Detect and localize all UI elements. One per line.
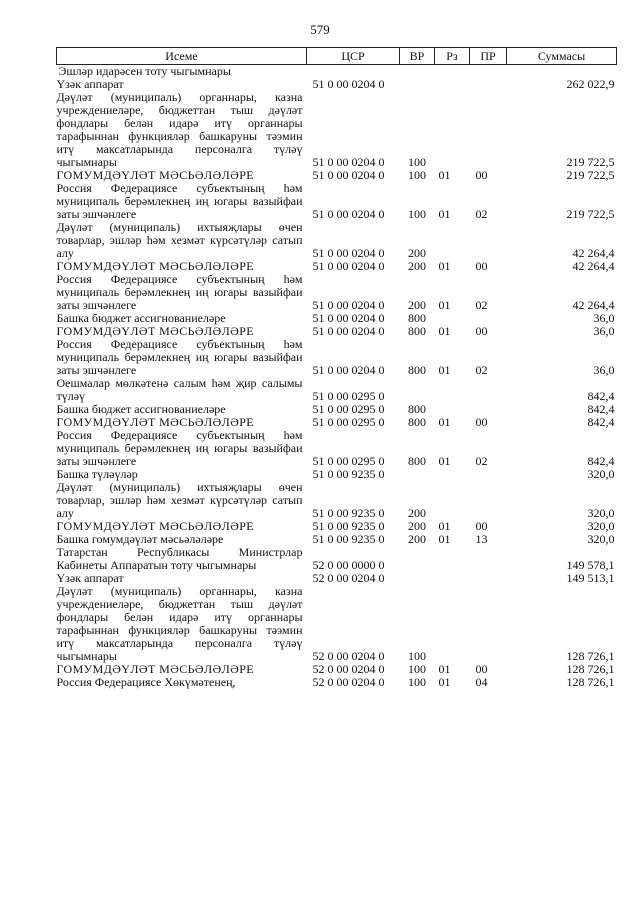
- cell-vr: 100: [408, 207, 426, 221]
- cell-rz: [435, 78, 470, 91]
- cell-sum: 36,0: [593, 311, 615, 325]
- cell-name: ГОМУМДӘҮЛӘТ МӘСЬӘЛӘЛӘРЕ: [56, 415, 255, 429]
- cell-rz: [435, 546, 470, 572]
- cell-name: ГОМУМДӘҮЛӘТ МӘСЬӘЛӘЛӘРЕ: [56, 324, 255, 338]
- cell-rz: [435, 585, 470, 663]
- cell-pr: 02: [475, 298, 488, 312]
- cell-csr: 51 0 00 0204 0: [312, 311, 385, 325]
- cell-pr: [470, 78, 507, 91]
- cell-rz: [435, 91, 470, 169]
- cell-name: Дәүләт (муниципаль) ихтыяҗлары өчен товарлар, эшләр һәм хезмәт күрсәтүләр сатып алу: [56, 480, 303, 520]
- cell-csr: 51 0 00 0204 0: [312, 207, 385, 221]
- cell-rz: [435, 481, 470, 520]
- header-rz: Рз: [435, 48, 470, 65]
- cell-sum: 320,0: [587, 532, 615, 546]
- cell-pr: [470, 377, 507, 403]
- cell-pr: 02: [475, 207, 488, 221]
- cell-vr: 200: [408, 298, 426, 312]
- cell-vr: 200: [408, 532, 426, 546]
- cell-rz: 01: [438, 168, 451, 182]
- cell-pr: 04: [475, 675, 488, 689]
- cell-sum: 42 264,4: [572, 298, 615, 312]
- budget-table: [56, 47, 617, 689]
- cell-csr: 51 0 00 0204 0: [312, 259, 385, 273]
- cell-name: Россия Федерациясе субъектының һәм муниципаль берәмлекнең иң югары вазыйфаи заты эшчәнлеге: [56, 337, 303, 377]
- cell-vr: [400, 572, 435, 585]
- cell-pr: 13: [475, 532, 488, 546]
- header-sum: Суммасы: [507, 48, 617, 65]
- cell-csr: 52 0 00 0204 0: [312, 662, 385, 676]
- cell-vr: 800: [408, 311, 426, 325]
- cell-pr: [470, 572, 507, 585]
- cell-rz: 01: [438, 207, 451, 221]
- cell-name: Башка гомумдәүләт мәсьәләләре: [56, 532, 224, 546]
- cell-sum: 842,4: [587, 389, 615, 403]
- cell-csr: 52 0 00 0204 0: [312, 675, 385, 689]
- cell-sum: 320,0: [587, 519, 615, 533]
- cell-rz: [435, 221, 470, 260]
- table-row: [57, 429, 617, 468]
- table-body: [57, 65, 617, 690]
- cell-pr: 00: [475, 519, 488, 533]
- table-row: [57, 273, 617, 312]
- cell-vr: 100: [408, 662, 426, 676]
- cell-sum: 42 264,4: [572, 246, 615, 260]
- cell-csr: 52 0 00 0000 0: [312, 558, 385, 572]
- cell-vr: 800: [408, 363, 426, 377]
- cell-sum: 42 264,4: [572, 259, 615, 273]
- cell-rz: [435, 377, 470, 403]
- header-vr: ВР: [400, 48, 435, 65]
- cell-sum: 842,4: [587, 454, 615, 468]
- cell-vr: 100: [408, 155, 426, 169]
- table-row: [57, 182, 617, 221]
- cell-pr: 02: [475, 454, 488, 468]
- cell-csr: 52 0 00 0204 0: [312, 649, 385, 663]
- cell-name: Дәүләт (муниципаль) органнары, казна учреждениеләре, бюджеттан тыш дәүләт фондлары белән идарә итү органнары тарафыннан функцияләр башкаруны тәэмин итү максатларында персоналга түләү чыгымнары: [56, 584, 303, 663]
- cell-sum: 320,0: [587, 467, 615, 481]
- cell-pr: 00: [475, 662, 488, 676]
- cell-sum: 128 726,1: [566, 675, 615, 689]
- cell-name: Башка бюджет ассигнованиеләре: [56, 402, 226, 416]
- cell-rz: 01: [438, 675, 451, 689]
- cell-name: Башка бюджет ассигнованиеләре: [56, 311, 226, 325]
- cell-name: Эшләр идарәсен тоту чыгымнары: [58, 64, 231, 78]
- cell-sum: 842,4: [587, 415, 615, 429]
- cell-rz: 01: [438, 259, 451, 273]
- cell-csr: 51 0 00 9235 0: [312, 467, 385, 481]
- cell-pr: [470, 585, 507, 663]
- cell-rz: 01: [438, 324, 451, 338]
- cell-sum: 320,0: [587, 506, 615, 520]
- cell-csr: 51 0 00 0204 0: [312, 363, 385, 377]
- cell-csr: 51 0 00 0204 0: [312, 298, 385, 312]
- cell-name: Россия Федерациясе субъектының һәм муниципаль берәмлекнең иң югары вазыйфаи заты эшчәнлеге: [56, 181, 303, 221]
- cell-pr: [470, 546, 507, 572]
- cell-sum: 262 022,9: [566, 77, 615, 91]
- cell-vr: [400, 78, 435, 91]
- cell-name: Башка түләүләр: [56, 467, 138, 481]
- table-row: [57, 91, 617, 169]
- cell-csr: 51 0 00 0295 0: [312, 454, 385, 468]
- cell-vr: [400, 468, 435, 481]
- cell-vr: [400, 377, 435, 403]
- cell-sum: 128 726,1: [566, 662, 615, 676]
- table-row: [57, 338, 617, 377]
- cell-pr: 00: [475, 324, 488, 338]
- cell-rz: 01: [438, 363, 451, 377]
- cell-pr: 02: [475, 363, 488, 377]
- cell-sum: 149 513,1: [566, 571, 615, 585]
- table-row: [57, 221, 617, 260]
- cell-vr: 200: [408, 506, 426, 520]
- header-name: Исеме: [57, 48, 307, 65]
- cell-sum: 149 578,1: [566, 558, 615, 572]
- cell-sum: 36,0: [593, 324, 615, 338]
- cell-csr: 51 0 00 0204 0: [312, 77, 385, 91]
- table-row: [57, 481, 617, 520]
- cell-csr: 52 0 00 0204 0: [312, 571, 385, 585]
- page-number: 579: [310, 22, 330, 37]
- cell-rz: [435, 572, 470, 585]
- header-csr: ЦСР: [307, 48, 400, 65]
- header-pr: ПР: [470, 48, 507, 65]
- cell-vr: 800: [408, 324, 426, 338]
- cell-name: Дәүләт (муниципаль) органнары, казна учреждениеләре, бюджеттан тыш дәүләт фондлары белән идарә итү органнары тарафыннан функцияләр башкаруны тәэмин итү максатларында персоналга түләү чыгымнары: [56, 90, 303, 169]
- cell-sum: 36,0: [593, 363, 615, 377]
- cell-pr: [470, 481, 507, 520]
- cell-csr: 51 0 00 9235 0: [312, 506, 385, 520]
- table-row: [57, 585, 617, 663]
- table-row: [57, 676, 617, 689]
- cell-vr: 200: [408, 519, 426, 533]
- cell-name: ГОМУМДӘҮЛӘТ МӘСЬӘЛӘЛӘРЕ: [56, 662, 255, 676]
- cell-vr: 100: [408, 675, 426, 689]
- cell-vr: 800: [408, 454, 426, 468]
- cell-vr: 200: [408, 259, 426, 273]
- cell-csr: 51 0 00 9235 0: [312, 519, 385, 533]
- cell-pr: [470, 65, 507, 79]
- cell-name: Россия Федерациясе субъектының һәм муниципаль берәмлекнең иң югары вазыйфаи заты эшчәнлеге: [56, 428, 303, 468]
- table-row: [57, 377, 617, 403]
- cell-name: ГОМУМДӘҮЛӘТ МӘСЬӘЛӘЛӘРЕ: [56, 519, 255, 533]
- cell-csr: 51 0 00 0204 0: [312, 246, 385, 260]
- cell-name: Россия Федерациясе субъектының һәм муниципаль берәмлекнең иң югары вазыйфаи заты эшчәнлеге: [56, 272, 303, 312]
- cell-vr: 100: [408, 649, 426, 663]
- cell-name: ГОМУМДӘҮЛӘТ МӘСЬӘЛӘЛӘРЕ: [56, 168, 255, 182]
- cell-pr: [470, 468, 507, 481]
- cell-sum: 219 722,5: [566, 155, 615, 169]
- cell-rz: [435, 468, 470, 481]
- cell-sum: [507, 65, 617, 79]
- cell-name: ГОМУМДӘҮЛӘТ МӘСЬӘЛӘЛӘРЕ: [56, 259, 255, 273]
- cell-sum: 128 726,1: [566, 649, 615, 663]
- cell-rz: 01: [438, 662, 451, 676]
- cell-csr: 51 0 00 0204 0: [312, 324, 385, 338]
- cell-rz: 01: [438, 519, 451, 533]
- cell-pr: [470, 91, 507, 169]
- table-row: [57, 546, 617, 572]
- table-row: [57, 65, 617, 79]
- cell-rz: 01: [438, 415, 451, 429]
- cell-vr: 100: [408, 168, 426, 182]
- cell-pr: 00: [475, 415, 488, 429]
- cell-vr: 200: [408, 246, 426, 260]
- cell-name: Татарстан Республикасы Министрлар Кабинеты Аппаратын тоту чыгымнары: [56, 545, 303, 572]
- cell-sum: 219 722,5: [566, 168, 615, 182]
- cell-vr: 800: [408, 402, 426, 416]
- table-header-row: [57, 48, 617, 65]
- cell-vr: [400, 546, 435, 572]
- cell-name: Дәүләт (муниципаль) ихтыяҗлары өчен товарлар, эшләр һәм хезмәт күрсәтүләр сатып алу: [56, 220, 303, 260]
- cell-csr: 51 0 00 9235 0: [312, 532, 385, 546]
- cell-rz: 01: [438, 532, 451, 546]
- cell-csr: [307, 65, 400, 79]
- cell-csr: 51 0 00 0295 0: [312, 389, 385, 403]
- cell-pr: 00: [475, 259, 488, 273]
- cell-pr: [470, 221, 507, 260]
- cell-csr: 51 0 00 0295 0: [312, 402, 385, 416]
- cell-pr: 00: [475, 168, 488, 182]
- cell-name: Үзәк аппарат: [56, 77, 124, 91]
- cell-csr: 51 0 00 0204 0: [312, 168, 385, 182]
- cell-rz: [435, 65, 470, 79]
- cell-csr: 51 0 00 0204 0: [312, 155, 385, 169]
- cell-sum: 842,4: [587, 402, 615, 416]
- cell-csr: 51 0 00 0295 0: [312, 415, 385, 429]
- cell-name: Россия Федерациясе Хөкүмәтенең,: [56, 675, 236, 689]
- cell-rz: 01: [438, 298, 451, 312]
- cell-sum: 219 722,5: [566, 207, 615, 221]
- cell-name: Оешмалар мөлкәтенә салым һәм җир салымы түләү: [56, 376, 303, 403]
- cell-vr: 800: [408, 415, 426, 429]
- cell-name: Үзәк аппарат: [56, 571, 124, 585]
- cell-vr: [400, 65, 435, 79]
- cell-rz: 01: [438, 454, 451, 468]
